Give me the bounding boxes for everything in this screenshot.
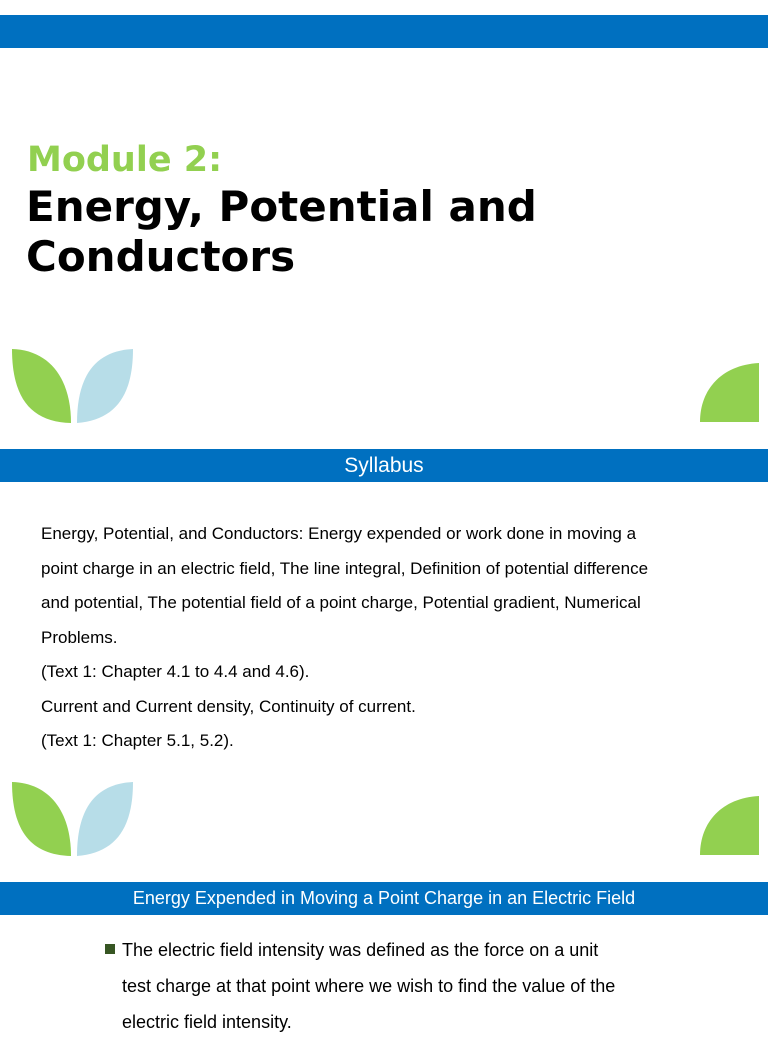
syllabus-line: point charge in an electric field, The line integral, Definition of potential difference [41, 558, 649, 578]
syllabus-line: and potential, The potential field of a point charge, Potential gradient, Numerical [41, 593, 641, 612]
bullet-square-icon [105, 944, 115, 954]
module-title: Energy, Potential and Conductors [26, 182, 537, 281]
syllabus-line: (Text 1: Chapter 4.1 to 4.4 and 4.6). [41, 662, 310, 681]
bullet-line: test charge at that point where we wish to find the value of the [122, 976, 616, 996]
syllabus-line: Energy, Potential, and Conductors: Energy expended or work done in moving a [41, 524, 637, 543]
leaf-pair-icon [11, 348, 135, 426]
bullet-line: electric field intensity. [122, 1012, 292, 1032]
module-label: Module 2: [27, 140, 223, 180]
syllabus-line: (Text 1: Chapter 5.1, 5.2). [41, 731, 234, 750]
leaf-corner-icon [700, 796, 760, 856]
bullet-line: The electric field intensity was defined as the force on a unit [122, 940, 599, 960]
leaf-corner-icon [700, 363, 760, 423]
syllabus-line: Problems. [41, 627, 118, 647]
syllabus-line: Current and Current density, Continuity of current. [41, 696, 416, 716]
energy-section-heading: Energy Expended in Moving a Point Charge in an Electric Field [0, 882, 768, 915]
syllabus-body [41, 517, 741, 759]
top-accent-bar [0, 15, 768, 48]
syllabus-heading: Syllabus [0, 449, 768, 482]
leaf-pair-icon [11, 781, 135, 859]
